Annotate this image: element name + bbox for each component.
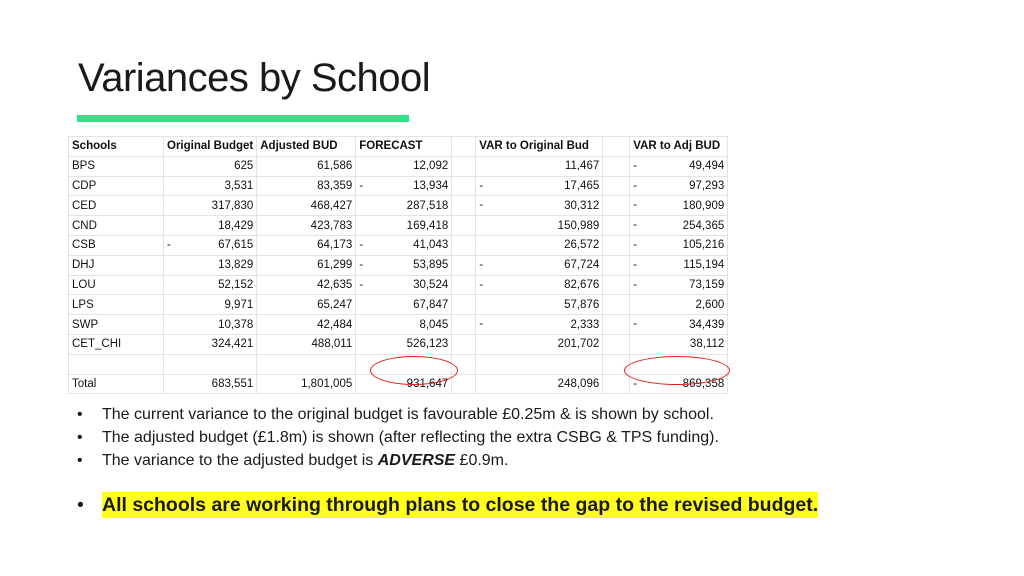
spacer-cell [452, 235, 476, 255]
spacer-cell [452, 196, 476, 216]
school-cell-value: DHJ [72, 259, 95, 272]
forecast-total-circle [370, 356, 458, 385]
header-var-original: VAR to Original Bud [476, 137, 603, 157]
school-cell-value: CSB [72, 239, 96, 252]
var-adj-cell [630, 216, 728, 236]
original-budget-cell [164, 196, 257, 216]
var-adj-total-circle [624, 356, 730, 385]
table-row [69, 235, 728, 255]
var-original-cell [476, 275, 603, 295]
school-cell [69, 196, 164, 216]
var-adj-cell-value: 2,600 [695, 298, 725, 311]
spacer-cell [452, 374, 476, 394]
var-original-cell [476, 156, 603, 176]
spacer-cell [452, 176, 476, 196]
table-row [69, 295, 728, 315]
empty-cell [257, 354, 356, 374]
total-label-cell-value: Total [72, 377, 97, 390]
bullet-text-pre: The variance to the adjusted budget is [102, 452, 378, 469]
forecast-cell-value: 526,123 [406, 338, 449, 351]
school-cell-value: SWP [72, 318, 99, 331]
original-budget-cell-value: 13,829 [218, 259, 254, 272]
var-original-cell [476, 216, 603, 236]
adjusted-bud-cell [257, 216, 356, 236]
empty-cell [69, 354, 164, 374]
var-original-cell-value: 67,724 [564, 259, 600, 272]
negative-sign: - [633, 219, 638, 232]
spacer-cell [452, 295, 476, 315]
var-adj-cell-value: 49,494 [689, 160, 725, 173]
original-budget-cell [164, 176, 257, 196]
var-original-cell-value: 201,702 [557, 338, 600, 351]
negative-sign: - [479, 199, 484, 212]
forecast-cell-value: 53,895 [413, 259, 449, 272]
spacer-cell [452, 275, 476, 295]
var-adj-cell-value: 180,909 [682, 199, 725, 212]
adjusted-bud-cell-value: 423,783 [310, 219, 353, 232]
negative-sign: - [359, 278, 364, 291]
var-adj-cell [630, 315, 728, 335]
var-original-cell [476, 295, 603, 315]
negative-sign: - [633, 377, 638, 390]
header-var-adj: VAR to Adj BUD [630, 137, 728, 157]
negative-sign: - [633, 238, 638, 251]
spacer-cell [603, 255, 630, 275]
adjusted-bud-cell [257, 334, 356, 354]
original-budget-cell [164, 315, 257, 335]
adjusted-bud-cell-value: 468,427 [310, 199, 353, 212]
original-budget-cell-value: 3,531 [224, 179, 254, 192]
negative-sign: - [359, 179, 364, 192]
forecast-cell [356, 196, 452, 216]
adverse-emphasis: ADVERSE [377, 452, 456, 469]
spacer-cell [603, 196, 630, 216]
forecast-cell [356, 235, 452, 255]
forecast-cell-value: 169,418 [406, 219, 449, 232]
forecast-cell [356, 295, 452, 315]
header-original-budget: Original Budget [164, 137, 257, 157]
school-cell [69, 235, 164, 255]
adjusted-bud-cell-value: 83,359 [317, 179, 353, 192]
var-original-cell [476, 334, 603, 354]
var-original-cell-value: 82,676 [564, 278, 600, 291]
adjusted-bud-cell [257, 275, 356, 295]
spacer-cell [603, 334, 630, 354]
var-adj-cell-value: 115,194 [683, 259, 725, 272]
original-budget-cell-value: 10,378 [218, 318, 254, 331]
header-schools: Schools [69, 137, 164, 157]
var-original-cell-value: 150,989 [557, 219, 600, 232]
forecast-cell-value: 41,043 [413, 239, 449, 252]
spacer-cell [603, 374, 630, 394]
spacer-cell [452, 315, 476, 335]
negative-sign: - [633, 199, 638, 212]
total-forecast-cell-value: 931,647 [406, 377, 449, 390]
table-row [69, 255, 728, 275]
bullet-marker: • [77, 406, 83, 423]
var-adj-cell [630, 255, 728, 275]
var-adj-cell-value: 254,365 [682, 219, 725, 232]
forecast-cell [356, 156, 452, 176]
spacer-cell [603, 176, 630, 196]
table-row [69, 315, 728, 335]
var-adj-cell [630, 156, 728, 176]
school-cell [69, 295, 164, 315]
adjusted-bud-cell [257, 315, 356, 335]
var-adj-cell-value: 34,439 [689, 318, 725, 331]
empty-cell [164, 354, 257, 374]
adjusted-bud-cell-value: 488,011 [311, 338, 353, 351]
bullet-text: The adjusted budget (£1.8m) is shown (after reflecting the extra CSBG & TPS funding). [102, 429, 719, 446]
original-budget-cell [164, 295, 257, 315]
spacer-cell [452, 334, 476, 354]
bullet-item [77, 449, 719, 472]
school-cell-value: LOU [72, 278, 96, 291]
negative-sign: - [479, 179, 484, 192]
spacer-cell [452, 216, 476, 236]
negative-sign: - [633, 159, 638, 172]
var-original-cell [476, 196, 603, 216]
adjusted-bud-cell-value: 61,299 [317, 259, 353, 272]
var-original-cell-value: 11,467 [564, 160, 600, 173]
total-adjusted-bud-cell-value: 1,801,005 [301, 377, 353, 390]
adjusted-bud-cell [257, 255, 356, 275]
title-underline [77, 115, 409, 122]
spacer-cell [603, 295, 630, 315]
school-cell-value: CET_CHI [72, 338, 122, 351]
school-cell-value: BPS [72, 160, 96, 173]
var-adj-cell-value: 38,112 [689, 338, 725, 351]
table-row [69, 275, 728, 295]
original-budget-cell-value: 625 [234, 160, 254, 173]
negative-sign: - [479, 318, 484, 331]
total-var-adj-cell-value: 869,358 [682, 377, 725, 390]
forecast-cell-value: 30,524 [413, 278, 449, 291]
table-row [69, 156, 728, 176]
forecast-cell [356, 255, 452, 275]
school-cell-value: CND [72, 219, 97, 232]
header-spacer [452, 137, 476, 157]
var-original-cell-value: 57,876 [564, 298, 600, 311]
negative-sign: - [633, 278, 638, 291]
var-adj-cell-value: 73,159 [689, 278, 725, 291]
adjusted-bud-cell [257, 156, 356, 176]
bullet-item [77, 426, 719, 449]
original-budget-cell-value: 52,152 [218, 278, 254, 291]
var-adj-cell [630, 275, 728, 295]
original-budget-cell-value: 324,421 [211, 338, 254, 351]
var-original-cell-value: 30,312 [564, 199, 600, 212]
original-budget-cell [164, 334, 257, 354]
total-original-budget-cell-value: 683,551 [211, 377, 254, 390]
forecast-cell [356, 334, 452, 354]
total-var-original-cell [476, 374, 603, 394]
forecast-cell-value: 12,092 [413, 160, 449, 173]
bullet-text-post: £0.9m. [455, 452, 509, 469]
forecast-cell [356, 275, 452, 295]
negative-sign: - [479, 258, 484, 271]
header-adjusted-bud: Adjusted BUD [257, 137, 356, 157]
variance-table [68, 136, 728, 394]
original-budget-cell-value: 67,615 [218, 239, 254, 252]
var-original-cell [476, 235, 603, 255]
school-cell [69, 216, 164, 236]
negative-sign: - [633, 318, 638, 331]
school-cell [69, 315, 164, 335]
original-budget-cell-value: 9,971 [224, 298, 254, 311]
bullet-list [77, 403, 719, 472]
highlighted-bullet [77, 494, 818, 517]
adjusted-bud-cell-value: 65,247 [317, 298, 353, 311]
table-header-row [69, 137, 728, 157]
var-original-cell [476, 315, 603, 335]
forecast-cell-value: 13,934 [413, 179, 449, 192]
negative-sign: - [359, 238, 364, 251]
var-original-cell-value: 17,465 [564, 179, 600, 192]
adjusted-bud-cell-value: 61,586 [317, 160, 353, 173]
spacer-cell [603, 216, 630, 236]
bullet-marker: • [77, 494, 84, 516]
header-spacer [603, 137, 630, 157]
var-original-cell [476, 176, 603, 196]
var-adj-cell-value: 97,293 [689, 179, 725, 192]
empty-cell [476, 354, 603, 374]
var-adj-cell [630, 334, 728, 354]
original-budget-cell [164, 255, 257, 275]
original-budget-cell [164, 235, 257, 255]
table-row [69, 334, 728, 354]
original-budget-cell-value: 317,830 [211, 199, 254, 212]
total-original-budget-cell [164, 374, 257, 394]
total-label-cell [69, 374, 164, 394]
header-forecast: FORECAST [356, 137, 452, 157]
negative-sign: - [633, 258, 638, 271]
total-var-original-cell-value: 248,096 [557, 377, 600, 390]
forecast-cell-value: 67,847 [413, 298, 449, 311]
school-cell-value: LPS [72, 298, 94, 311]
spacer-cell [603, 275, 630, 295]
adjusted-bud-cell-value: 64,173 [317, 239, 353, 252]
highlighted-text: All schools are working through plans to close the gap to the revised budget. [102, 494, 819, 516]
table-row [69, 216, 728, 236]
var-adj-cell [630, 196, 728, 216]
var-original-cell-value: 26,572 [564, 239, 600, 252]
school-cell [69, 334, 164, 354]
original-budget-cell-value: 18,429 [218, 219, 254, 232]
slide-title: Variances by School [78, 56, 431, 100]
spacer-cell [603, 315, 630, 335]
school-cell-value: CED [72, 199, 97, 212]
var-adj-cell [630, 235, 728, 255]
negative-sign: - [479, 278, 484, 291]
table-row [69, 176, 728, 196]
table-row [69, 196, 728, 216]
spacer-cell [452, 156, 476, 176]
forecast-cell-value: 287,518 [406, 199, 449, 212]
adjusted-bud-cell-value: 42,635 [317, 278, 353, 291]
total-adjusted-bud-cell [257, 374, 356, 394]
original-budget-cell [164, 216, 257, 236]
original-budget-cell [164, 275, 257, 295]
school-cell [69, 275, 164, 295]
var-original-cell [476, 255, 603, 275]
bullet-marker: • [77, 452, 83, 469]
negative-sign: - [167, 238, 171, 251]
forecast-cell [356, 315, 452, 335]
adjusted-bud-cell [257, 196, 356, 216]
adjusted-bud-cell-value: 42,484 [317, 318, 353, 331]
negative-sign: - [633, 179, 638, 192]
forecast-cell [356, 216, 452, 236]
school-cell [69, 156, 164, 176]
bullet-marker: • [77, 429, 83, 446]
original-budget-cell [164, 156, 257, 176]
var-original-cell-value: 2,333 [570, 318, 600, 331]
adjusted-bud-cell [257, 176, 356, 196]
spacer-cell [603, 235, 630, 255]
negative-sign: - [359, 258, 364, 271]
var-adj-cell [630, 176, 728, 196]
forecast-cell [356, 176, 452, 196]
adjusted-bud-cell [257, 295, 356, 315]
var-adj-cell [630, 295, 728, 315]
bullet-text: The current variance to the original budget is favourable £0.25m & is shown by school. [102, 406, 714, 423]
bullet-item [77, 403, 719, 426]
adjusted-bud-cell [257, 235, 356, 255]
school-cell-value: CDP [72, 179, 97, 192]
var-adj-cell-value: 105,216 [682, 239, 725, 252]
spacer-cell [603, 156, 630, 176]
school-cell [69, 255, 164, 275]
school-cell [69, 176, 164, 196]
spacer-cell [452, 255, 476, 275]
forecast-cell-value: 8,045 [419, 318, 449, 331]
